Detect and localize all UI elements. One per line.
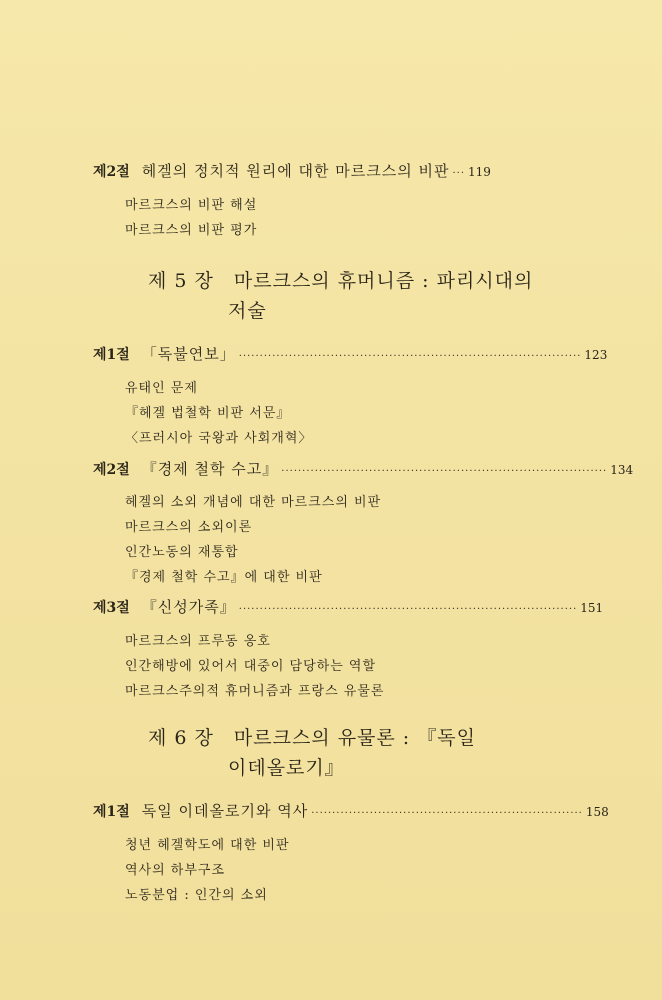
chapter-heading[interactable] bbox=[148, 266, 533, 293]
leader-dots: ················································································· bbox=[238, 604, 578, 615]
chapter-title: 마르크스의 유물론 : 『독일 bbox=[233, 727, 476, 749]
section-number: 제3절 bbox=[93, 600, 130, 616]
chapter-heading[interactable] bbox=[148, 723, 476, 750]
chapter-title-continued: 이데올로기』 bbox=[228, 757, 345, 779]
toc-subentry: 역사의 하부구조 bbox=[125, 863, 226, 878]
section-title: 독일 이데올로기와 역사 bbox=[141, 802, 309, 820]
toc-subentry: 인간해방에 있어서 대중이 담당하는 역할 bbox=[125, 659, 377, 674]
toc-subentry: 『경제 철학 수고』에 대한 비판 bbox=[125, 570, 323, 585]
toc-section-entry[interactable] bbox=[93, 458, 634, 479]
toc-subentry: 『헤겔 법철학 비판 서문』 bbox=[125, 406, 291, 421]
section-number: 제2절 bbox=[93, 164, 130, 180]
toc-subentry: 헤겔의 소외 개념에 대한 마르크스의 비판 bbox=[125, 495, 382, 510]
toc-subentry: 노동분업 : 인간의 소외 bbox=[125, 888, 268, 903]
leader-dots: ·············································································· bbox=[281, 466, 608, 477]
page-number: 123 bbox=[584, 348, 608, 362]
toc-section-entry[interactable] bbox=[93, 596, 604, 617]
toc-subentry: 〈프러시아 국왕과 사회개혁〉 bbox=[125, 431, 313, 446]
chapter-number: 제 5 장 bbox=[148, 270, 214, 292]
toc-subentry: 유태인 문제 bbox=[125, 381, 198, 396]
section-title: 「독불연보」 bbox=[141, 345, 236, 363]
chapter-title-continued: 저술 bbox=[228, 300, 267, 322]
toc-section-entry[interactable] bbox=[93, 160, 588, 181]
toc-subentry: 청년 헤겔학도에 대한 비판 bbox=[125, 838, 290, 853]
section-title: 『신성가족』 bbox=[141, 598, 236, 616]
leader-dots: ·················································································· bbox=[238, 351, 582, 362]
chapter-number: 제 6 장 bbox=[148, 727, 214, 749]
section-title: 『경제 철학 수고』 bbox=[141, 460, 279, 478]
leader-dots: ··· bbox=[452, 168, 466, 179]
toc-subentry: 마르크스의 비판 해설 bbox=[125, 198, 258, 213]
section-number: 제2절 bbox=[93, 462, 130, 478]
toc-subentry: 마르크스의 소외이론 bbox=[125, 520, 253, 535]
page-number: 151 bbox=[580, 601, 604, 615]
toc-subentry: 마르크스주의적 휴머니즘과 프랑스 유물론 bbox=[125, 684, 385, 699]
page-number: 158 bbox=[585, 805, 609, 819]
page-number: 134 bbox=[610, 463, 634, 477]
toc-subentry: 마르크스의 비판 평가 bbox=[125, 223, 258, 238]
leader-dots: ································································· bbox=[311, 808, 583, 819]
toc-section-entry[interactable] bbox=[93, 343, 608, 364]
page-number: 119 bbox=[468, 165, 491, 179]
toc-subentry: 마르크스의 프루동 옹호 bbox=[125, 634, 271, 649]
toc-subentry: 인간노동의 재통합 bbox=[125, 545, 239, 560]
section-number: 제1절 bbox=[93, 804, 130, 820]
section-title: 헤겔의 정치적 원리에 대한 마르크스의 비판 bbox=[141, 162, 450, 180]
chapter-title: 마르크스의 휴머니즘 : 파리시대의 bbox=[233, 270, 534, 292]
section-number: 제1절 bbox=[93, 347, 130, 363]
toc-section-entry[interactable] bbox=[93, 800, 609, 821]
